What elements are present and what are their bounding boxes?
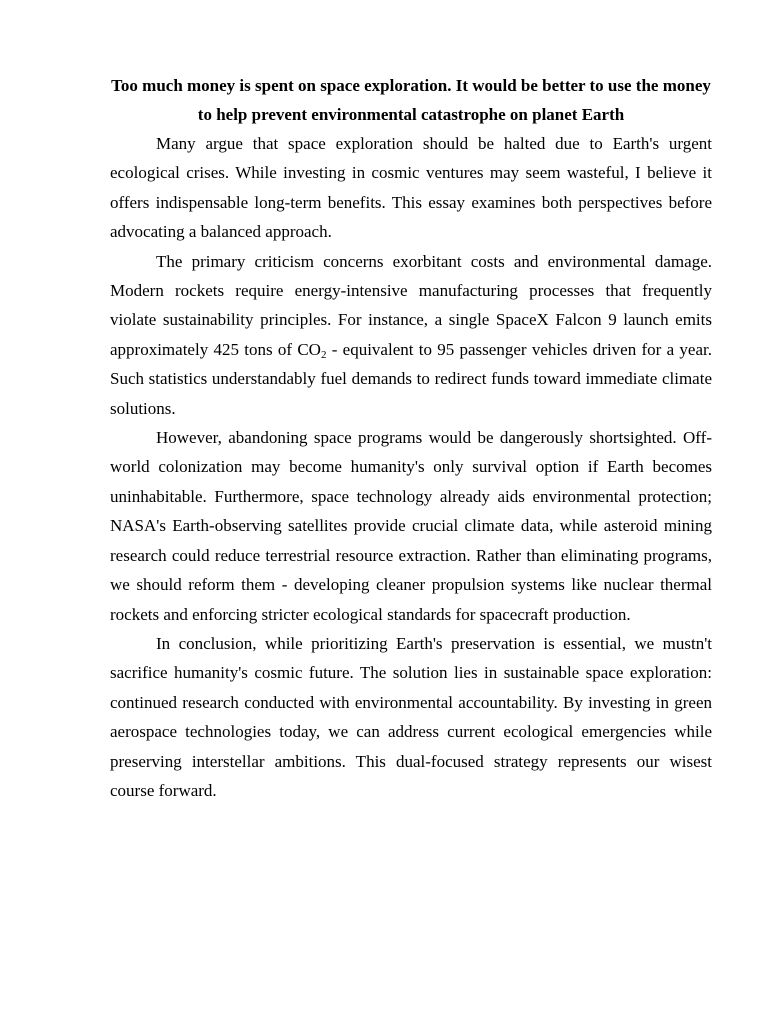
- essay-page: [110, 71, 712, 805]
- paragraph-counterargument: However, abandoning space programs would be dangerously shortsighted. Off-world colonization may become humanity's only survival option if Earth becomes uninhabitable. Furthermore, space technology already aids environmental protection; NASA's Earth-observing satellites provide crucial climate data, while asteroid mining research could reduce terrestrial resource extraction. Rather than eliminating programs, we should reform them - developing cleaner propulsion systems like nuclear thermal rockets and enforcing stricter ecological standards for spacecraft production.: [110, 428, 712, 624]
- paragraph-criticism-text-before: The primary criticism concerns exorbitant costs and environmental damage. Modern rockets require energy-intensive manufacturing processes that frequently violate sustainability principles. For instance, a single SpaceX Falcon 9 launch emits approximately 425 tons of: [110, 251, 712, 359]
- paragraph-criticism-text-after: - equivalent to 95 passenger vehicles driven for a year. Such statistics understandably fuel demands to redirect funds toward immediate climate solutions.: [110, 339, 712, 418]
- paragraph-conclusion: In conclusion, while prioritizing Earth's preservation is essential, we mustn't sacrifice humanity's cosmic future. The solution lies in sustainable space exploration: continued research conducted with environmental accountability. By investing in green aerospace technologies today, we can address current ecological emergencies while preserving interstellar ambitions. This dual-focused strategy represents our wisest course forward.: [110, 633, 712, 800]
- co2-formula-subscript: 2: [320, 348, 327, 361]
- co2-formula-base: CO: [297, 339, 321, 359]
- paragraph-criticism: [110, 247, 712, 423]
- essay-title: Too much money is spent on space exploration. It would be better to use the money to help prevent environmental catastrophe on planet Earth: [111, 76, 711, 124]
- paragraph-introduction: Many argue that space exploration should be halted due to Earth's urgent ecological crises. While investing in cosmic ventures may seem wasteful, I believe it offers indispensable long-term benefits. This essay examines both perspectives before advocating a balanced approach.: [110, 134, 712, 242]
- co2-formula: [297, 340, 326, 359]
